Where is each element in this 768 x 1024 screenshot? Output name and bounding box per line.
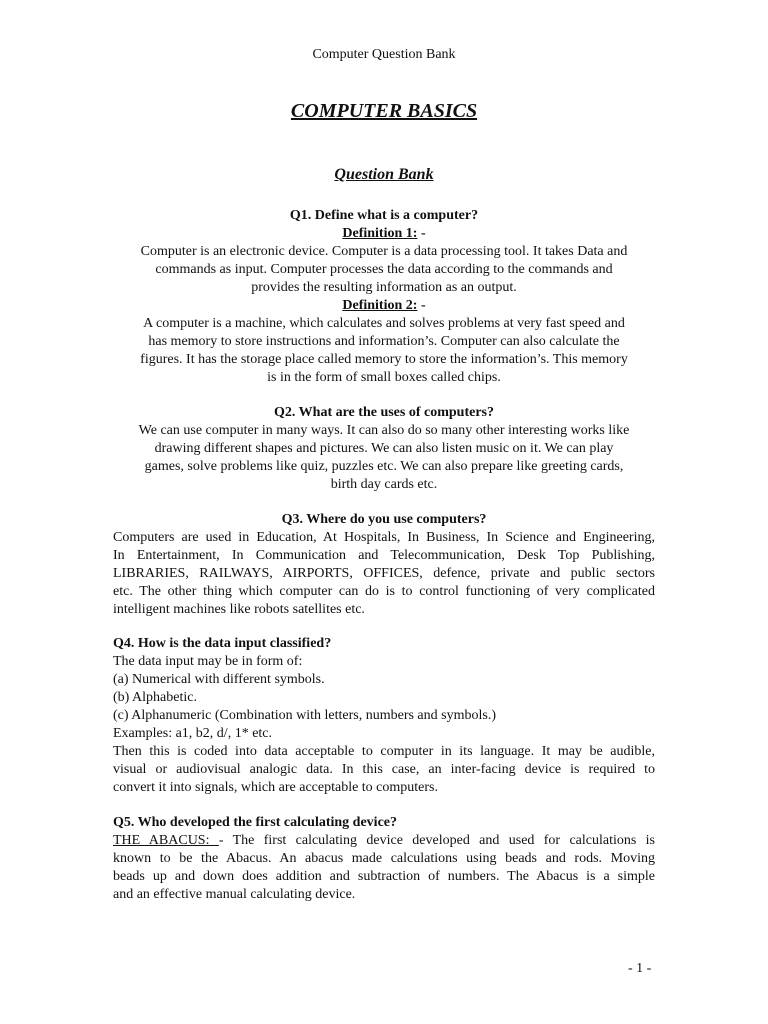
q5-question: Q5. Who developed the first calculating device? bbox=[113, 815, 397, 830]
q2-line: birth day cards etc. bbox=[330, 477, 438, 492]
q3-line: Computers are used in Education, At Hospitals, In Business, In Science and Engineering, bbox=[113, 530, 655, 545]
q5-line-1-rest: - The first calculating device developed and used for calculations is bbox=[218, 833, 656, 848]
q4-line: Examples: a1, b2, d/, 1* etc. bbox=[113, 726, 273, 741]
q1-def2-line: figures. It has the storage place called memory to store the information’s. This memory bbox=[140, 352, 628, 367]
q2-line: games, solve problems like quiz, puzzles etc. We can also prepare like greeting cards, bbox=[144, 459, 624, 474]
q1-def2-line: is in the form of small boxes called chips. bbox=[267, 370, 501, 385]
definition-1-label: Definition 1: bbox=[342, 226, 418, 241]
q4-line: (c) Alphanumeric (Combination with letters, numbers and symbols.) bbox=[113, 708, 496, 723]
q2-line: drawing different shapes and pictures. We can also listen music on it. We can play bbox=[154, 441, 614, 456]
q4-line: convert it into signals, which are acceptable to computers. bbox=[113, 780, 439, 795]
definition-2-label: Definition 2: bbox=[342, 298, 418, 313]
q5-line: known to be the Abacus. An abacus made calculations using beads and rods. Moving bbox=[113, 851, 655, 866]
q4-section bbox=[113, 635, 655, 797]
q1-section bbox=[110, 207, 658, 387]
q4-line: visual or audiovisual analogic data. In this case, an inter-facing device is required to bbox=[113, 762, 655, 777]
q4-line: (b) Alphabetic. bbox=[113, 690, 197, 705]
q4-line: (a) Numerical with different symbols. bbox=[113, 672, 325, 687]
q1-def1-line: commands as input. Computer processes the data according to the commands and bbox=[155, 262, 613, 277]
q4-question: Q4. How is the data input classified? bbox=[113, 636, 332, 651]
q1-def2-line: has memory to store instructions and information’s. Computer can also calculate the bbox=[148, 334, 620, 349]
q5-line: beads up and down does addition and subtraction of numbers. The Abacus is a simple bbox=[113, 869, 655, 884]
q2-question: Q2. What are the uses of computers? bbox=[274, 405, 494, 420]
q5-line bbox=[113, 832, 655, 850]
q5-section bbox=[113, 814, 655, 904]
document-title: COMPUTER BASICS bbox=[290, 100, 478, 122]
q2-line: We can use computer in many ways. It can also do so many other interesting works like bbox=[138, 423, 630, 438]
q2-section bbox=[110, 404, 658, 494]
running-header: Computer Question Bank bbox=[312, 47, 456, 62]
q3-line: etc. The other thing which computer can do is to control functioning of very complicated bbox=[113, 584, 655, 599]
q1-def1-line: provides the resulting information as an output. bbox=[251, 280, 517, 295]
q3-line: LIBRARIES, RAILWAYS, AIRPORTS, OFFICES, defence, private and public sectors bbox=[113, 566, 655, 581]
page-number: - 1 - bbox=[628, 961, 652, 976]
document-subtitle: Question Bank bbox=[334, 166, 434, 183]
q3-question: Q3. Where do you use computers? bbox=[281, 512, 487, 527]
q4-line: Then this is coded into data acceptable to computer in its language. It may be audible, bbox=[113, 744, 655, 759]
q1-def1-line: Computer is an electronic device. Computer is a data processing tool. It takes Data and bbox=[140, 244, 628, 259]
q3-line: intelligent machines like robots satellites etc. bbox=[113, 602, 365, 617]
q1-definition-1-heading bbox=[110, 225, 658, 243]
abacus-label: THE ABACUS: bbox=[113, 833, 219, 848]
q3-section bbox=[113, 511, 655, 619]
definition-1-suffix: - bbox=[417, 226, 426, 241]
definition-2-suffix: - bbox=[417, 298, 426, 313]
q5-line: and an effective manual calculating device. bbox=[113, 887, 356, 902]
q4-line: The data input may be in form of: bbox=[113, 654, 303, 669]
q1-question: Q1. Define what is a computer? bbox=[289, 208, 479, 223]
q3-line: In Entertainment, In Communication and Telecommunication, Desk Top Publishing, bbox=[113, 548, 655, 563]
q1-definition-2-heading bbox=[110, 297, 658, 315]
q1-def2-line: A computer is a machine, which calculates and solves problems at very fast speed and bbox=[143, 316, 625, 331]
